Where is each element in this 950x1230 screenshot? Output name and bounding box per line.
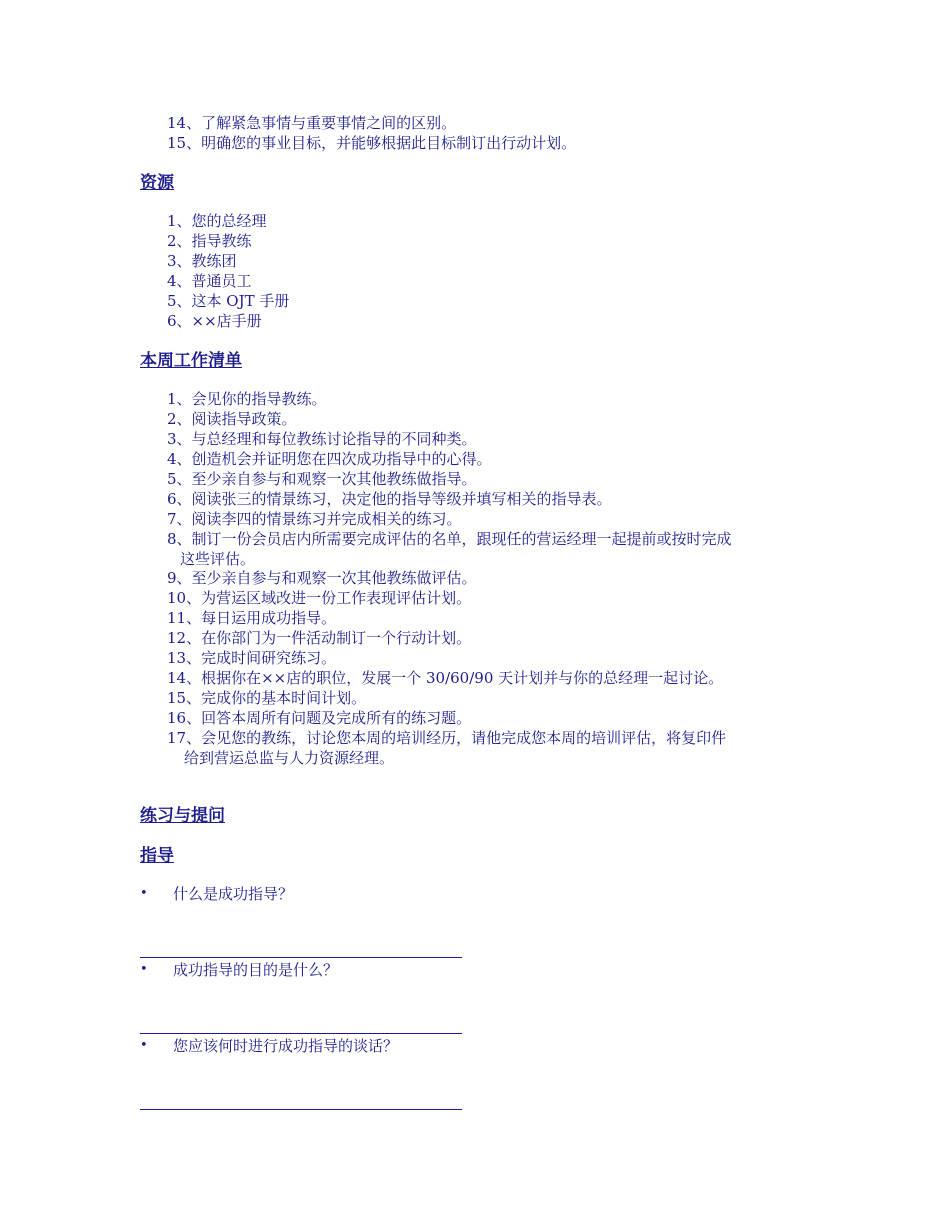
coaching-subheading: 指导 xyxy=(140,846,174,866)
checklist-item: 13、完成时间研究练习。 xyxy=(167,649,337,667)
checklist-item: 14、根据你在××店的职位，发展一个 30/60/90 天计划并与你的总经理一起讨论。 xyxy=(167,669,724,687)
checklist-item: 15、完成你的基本时间计划。 xyxy=(167,689,367,707)
resource-item: 6、××店手册 xyxy=(167,312,262,330)
checklist-item-continuation: 给到营运总监与人力资源经理。 xyxy=(184,749,395,767)
answer-line[interactable] xyxy=(140,1033,462,1034)
resources-heading: 资源 xyxy=(140,173,174,193)
checklist-item: 5、至少亲自参与和观察一次其他教练做指导。 xyxy=(167,470,477,488)
checklist-item: 6、阅读张三的情景练习，决定他的指导等级并填写相关的指导表。 xyxy=(167,490,612,508)
bullet-icon: • xyxy=(140,962,148,977)
checklist-item: 8、制订一份会员店内所需要完成评估的名单，跟现任的营运经理一起提前或按时完成 xyxy=(167,530,732,548)
bullet-icon: • xyxy=(140,886,148,901)
checklist-item: 1、会见你的指导教练。 xyxy=(167,390,327,408)
answer-line[interactable] xyxy=(140,957,462,958)
exercises-heading: 练习与提问 xyxy=(140,806,225,826)
checklist-item: 9、至少亲自参与和观察一次其他教练做评估。 xyxy=(167,569,477,587)
bullet-icon: • xyxy=(140,1038,148,1053)
question-text: 成功指导的目的是什么？ xyxy=(173,961,339,979)
intro-item: 15、明确您的事业目标，并能够根据此目标制订出行动计划。 xyxy=(167,134,577,152)
intro-item: 14、了解紧急事情与重要事情之间的区别。 xyxy=(167,114,457,132)
answer-line[interactable] xyxy=(140,1109,462,1110)
checklist-heading: 本周工作清单 xyxy=(140,351,242,371)
resource-item: 1、您的总经理 xyxy=(167,212,267,230)
question-text: 您应该何时进行成功指导的谈话？ xyxy=(173,1037,399,1055)
checklist-item: 7、阅读李四的情景练习并完成相关的练习。 xyxy=(167,510,462,528)
checklist-item: 3、与总经理和每位教练讨论指导的不同种类。 xyxy=(167,430,477,448)
checklist-item: 17、会见您的教练，讨论您本周的培训经历，请他完成您本周的培训评估，将复印件 xyxy=(167,729,727,747)
checklist-item: 4、创造机会并证明您在四次成功指导中的心得。 xyxy=(167,450,492,468)
checklist-item: 2、阅读指导政策。 xyxy=(167,410,297,428)
resource-item: 5、这本 OJT 手册 xyxy=(167,292,290,310)
checklist-item: 11、每日运用成功指导。 xyxy=(167,609,337,627)
checklist-item-continuation: 这些评估。 xyxy=(180,550,256,568)
resource-item: 4、普通员工 xyxy=(167,272,252,290)
checklist-item: 12、在你部门为一件活动制订一个行动计划。 xyxy=(167,629,472,647)
resource-item: 2、指导教练 xyxy=(167,232,252,250)
checklist-item: 10、为营运区域改进一份工作表现评估计划。 xyxy=(167,589,472,607)
checklist-item: 16、回答本周所有问题及完成所有的练习题。 xyxy=(167,709,472,727)
question-text: 什么是成功指导？ xyxy=(173,885,294,903)
resource-item: 3、教练团 xyxy=(167,252,237,270)
